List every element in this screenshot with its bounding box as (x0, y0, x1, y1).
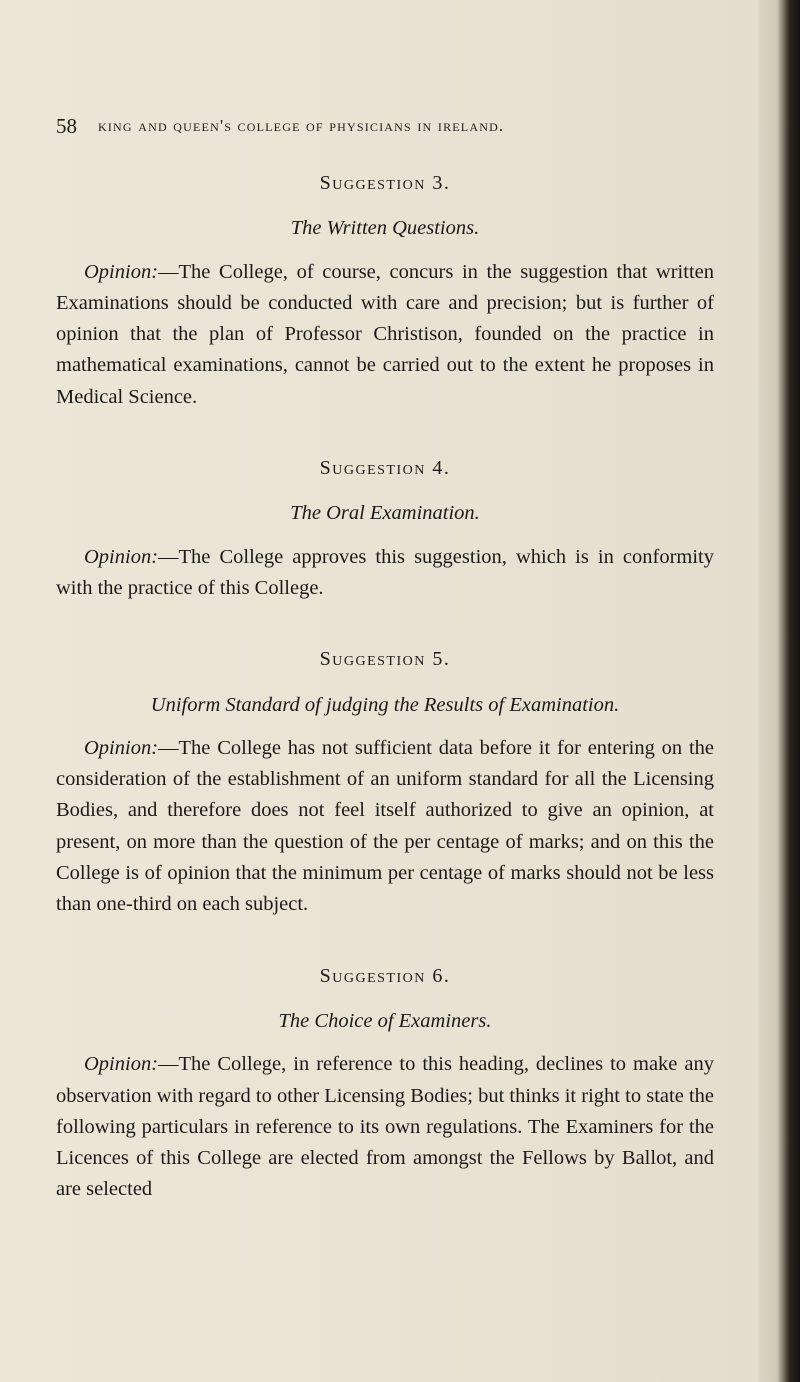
page-body (56, 168, 714, 1246)
section-suggestion-5 (56, 644, 714, 920)
running-head: king and queen's college of physicians in ireland. (98, 116, 505, 135)
opinion-text: —The College, of course, concurs in the suggestion that written Examinations should be conducted with care and precision; but is further of opinion that the plan of Professor Christison, founded on the practice in mathematical examinations, cannot be carried out to the extent he proposes in Medical Science. (56, 260, 714, 408)
section-title: Suggestion 4. (319, 457, 451, 480)
opinion-text: —The College, in reference to this heading, declines to make any observation with regard to other Licensing Bodies; but thinks it right to state the following particulars in reference to its own regulations. The Examiners for the Licences of this College are elected from amongst the Fellows by Ballot, and are selected (56, 1053, 714, 1201)
opinion-text: —The College approves this suggestion, which is in conformity with the practice of this College. (56, 545, 714, 599)
opinion-lead: Opinion: (84, 260, 159, 283)
section-subtitle: The Written Questions. (290, 217, 480, 240)
opinion-lead: Opinion: (84, 1053, 159, 1076)
section-suggestion-4 (56, 453, 714, 604)
opinion-paragraph (56, 733, 714, 921)
section-subtitle: The Choice of Examiners. (278, 1009, 492, 1032)
page-header (56, 114, 736, 138)
opinion-text: —The College has not sufficient data before it for entering on the consideration of the establishment of an uniform standard for all the Licensing Bodies, and therefore does not feel itself authorized to give an opinion, at present, on more than the question of the per centage of marks; and on this the College is of opinion that the minimum per centage of marks should not be less than one-third on each subject. (56, 736, 714, 916)
page-edge-shadow (758, 0, 800, 1382)
page-number: 58 (56, 114, 77, 138)
opinion-paragraph (56, 1049, 714, 1205)
section-subtitle: The Oral Examination. (290, 502, 480, 525)
opinion-lead: Opinion: (84, 545, 159, 568)
section-title: Suggestion 6. (319, 964, 451, 987)
section-subtitle: Uniform Standard of judging the Results of Examination. (150, 693, 620, 716)
opinion-lead: Opinion: (84, 736, 159, 759)
opinion-paragraph (56, 542, 714, 605)
section-title: Suggestion 5. (319, 648, 451, 671)
section-title: Suggestion 3. (319, 172, 451, 194)
opinion-paragraph (56, 257, 714, 413)
section-suggestion-6 (56, 961, 714, 1206)
section-suggestion-3 (56, 168, 714, 413)
